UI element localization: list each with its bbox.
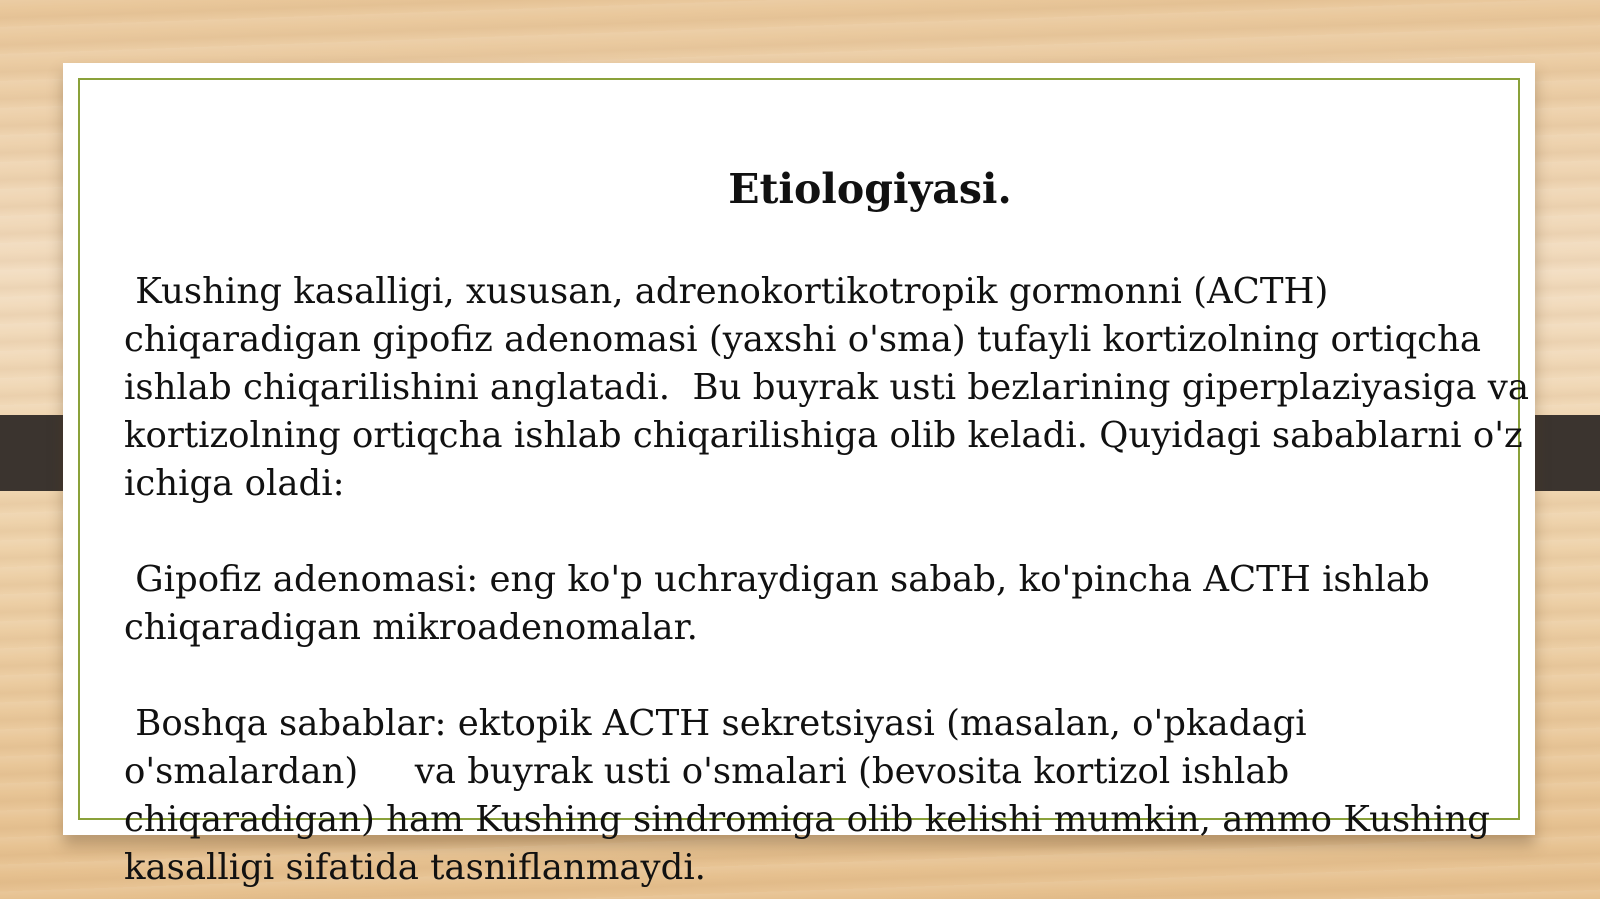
slide-body (124, 268, 1541, 892)
paragraph-pituitary-adenoma: Gipofiz adenomasi: eng ko'p uchraydigan sabab, ko'pincha ACTH ishlab chiqaradigan mikroadenomalar. (124, 559, 1442, 648)
slide-title: Etiologiyasi. (728, 165, 1012, 213)
paragraph-other-causes: Boshqa sabablar: ektopik ACTH sekretsiyasi (masalan, o'pkadagi o'smalardan) va buyrak usti o'smalari (bevosita kortizol ishlab chiqaradigan) ham Kushing sindromiga olib kelishi mumkin, ammo Kushing kasalligi sifatida tasniflanmaydi. (124, 703, 1502, 888)
paragraph-intro: Kushing kasalligi, xususan, adrenokortikotropik gormonni (ACTH) chiqaradigan gipofiz adenomasi (yaxshi o'sma) tufayli kortizolning ortiqcha ishlab chiqarilishini anglatadi. Bu buyrak usti bezlarining giperplaziyasiga va kortizolning ortiqcha ishlab chiqarilishiga olib keladi. Quyidagi sabablarni o'z ichiga oladi: (124, 271, 1541, 504)
